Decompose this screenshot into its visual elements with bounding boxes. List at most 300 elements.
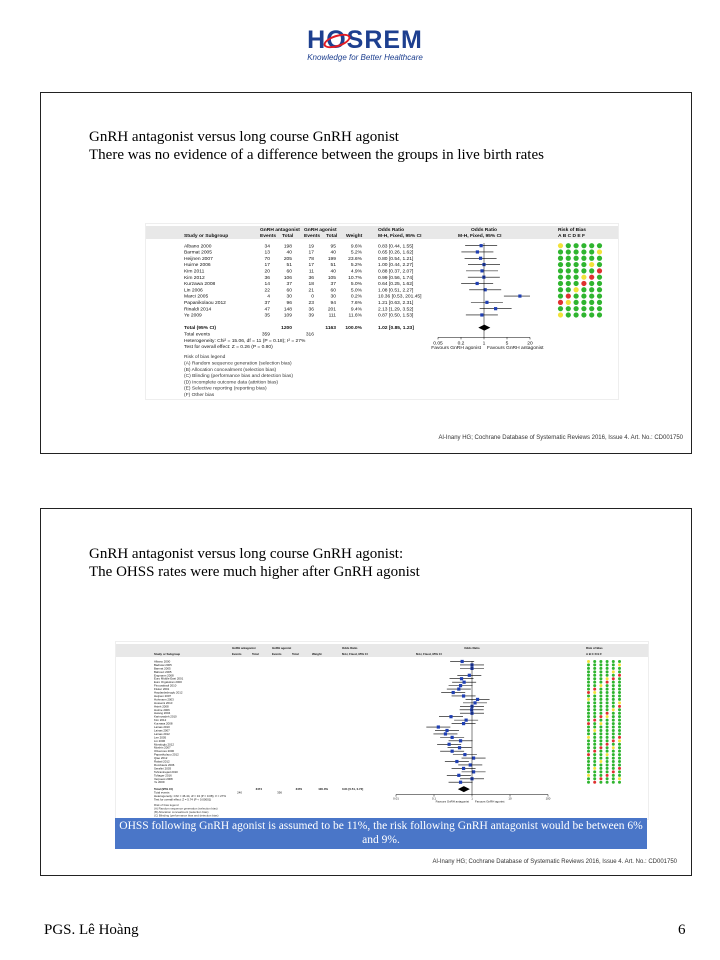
events-antagonist: 14 <box>264 282 270 288</box>
risk-of-bias-dot <box>618 701 621 704</box>
study-name: Rabati 2012 <box>154 759 170 764</box>
risk-of-bias-dot <box>612 712 615 715</box>
risk-of-bias-dot <box>618 743 621 746</box>
risk-of-bias-dot <box>597 268 602 273</box>
risk-of-bias-dot <box>618 763 621 766</box>
risk-of-bias-dot <box>589 293 594 298</box>
risk-of-bias-dot <box>599 719 602 722</box>
risk-of-bias-dot <box>593 677 596 680</box>
risk-of-bias-dot <box>558 312 563 317</box>
total-antagonist: 205 <box>283 256 292 262</box>
risk-of-bias-dot <box>587 688 590 691</box>
weight: 5.2% <box>350 250 362 256</box>
risk-of-bias-dot <box>612 774 615 777</box>
risk-of-bias-dot <box>606 767 609 770</box>
overall-effect-text: Test for overall effect: Z = 5.74 (P < 0.00001) <box>154 797 212 802</box>
risk-of-bias-dot <box>618 757 621 760</box>
risk-of-bias-dot <box>618 667 621 670</box>
risk-of-bias-dot <box>606 743 609 746</box>
study-name: Kim 2012 <box>184 275 205 281</box>
events-antagonist: 37 <box>264 301 270 306</box>
risk-of-bias-dot <box>574 249 579 254</box>
study-name: Kurzawa 2008 <box>154 721 173 726</box>
risk-of-bias-dot <box>593 757 596 760</box>
risk-of-bias-dot <box>566 262 571 267</box>
risk-of-bias-dot <box>618 688 621 691</box>
study-name: Qiao 2012 <box>154 756 168 761</box>
events-agonist: 11 <box>308 269 314 275</box>
study-point <box>472 756 475 759</box>
risk-of-bias-dot <box>606 684 609 687</box>
summary-diamond <box>478 325 490 331</box>
total-events-antagonist: 359 <box>261 332 270 338</box>
legend-item: (A) Random sequence generation (selection bias) <box>184 361 292 367</box>
risk-of-bias-dot <box>606 670 609 673</box>
risk-of-bias-dot <box>618 670 621 673</box>
risk-of-bias-dot <box>599 774 602 777</box>
study-point <box>457 774 460 777</box>
risk-of-bias-dot <box>574 312 579 317</box>
total-label: Total (95% CI) <box>184 326 216 332</box>
risk-of-bias-dot <box>599 763 602 766</box>
slide-thumbnail-live-birth <box>40 92 692 454</box>
study-point <box>463 753 466 756</box>
risk-of-bias-dot <box>593 712 596 715</box>
study-point <box>462 767 465 770</box>
risk-of-bias-dot <box>566 268 571 273</box>
risk-of-bias-dot <box>587 719 590 722</box>
column-header: Total <box>326 234 338 239</box>
total-agonist: 30 <box>330 294 336 300</box>
risk-of-bias-dot <box>618 770 621 773</box>
risk-of-bias-dot <box>618 660 621 663</box>
risk-of-bias-dot <box>566 312 571 317</box>
risk-of-bias-dot <box>599 746 602 749</box>
risk-of-bias-dot <box>587 708 590 711</box>
group-header: Odds Ratio <box>470 228 498 233</box>
risk-of-bias-dot <box>599 705 602 708</box>
risk-of-bias-dot <box>593 708 596 711</box>
risk-of-bias-dot <box>593 684 596 687</box>
risk-of-bias-dot <box>587 712 590 715</box>
risk-of-bias-dot <box>587 677 590 680</box>
risk-of-bias-dot <box>612 739 615 742</box>
study-name: Karimzadeh 2010 <box>154 714 177 719</box>
study-point <box>461 660 464 663</box>
risk-of-bias-dot <box>599 732 602 735</box>
risk-of-bias-dot <box>574 275 579 280</box>
study-name: Lainas 2010 <box>154 725 170 729</box>
risk-of-bias-dot <box>593 722 596 725</box>
risk-of-bias-dot <box>593 767 596 770</box>
favours-left-label: Favours GnRH antagonist <box>435 799 469 804</box>
risk-of-bias-dot <box>612 753 615 756</box>
risk-of-bias-dot <box>606 750 609 753</box>
risk-of-bias-dot <box>612 688 615 691</box>
group-header: GnRH antagonist <box>260 228 300 233</box>
risk-of-bias-dot <box>589 306 594 311</box>
footer-author: PGS. Lê Hoàng <box>44 922 139 938</box>
legend-item: (D) Incomplete outcome data (attrition bias) <box>184 380 279 386</box>
risk-of-bias-dot <box>612 708 615 711</box>
favours-right-label: Favours GnRH antagonist <box>487 346 544 352</box>
study-point <box>468 674 471 677</box>
total-weight: 100.0% <box>318 787 328 792</box>
risk-of-bias-dot <box>593 736 596 739</box>
favours-right-label: Favours GnRH agonist <box>475 799 505 804</box>
total-odds-ratio-ci: 1.02 [0.85, 1.23] <box>378 326 414 332</box>
odds-ratio-ci: 2.13 [1.29, 3.52] <box>378 307 414 313</box>
risk-of-bias-dot <box>612 684 615 687</box>
overall-effect-text: Test for overall effect: Z = 0.26 (P = 0.80) <box>184 345 273 351</box>
study-name: Tehraninejad 2010 <box>154 769 178 774</box>
risk-of-bias-dot <box>618 722 621 725</box>
study-point <box>463 681 466 684</box>
legend-item: (B) Allocation concealment (selection bias) <box>184 367 277 373</box>
column-header: Total <box>252 652 259 656</box>
study-name: Kim 2012 <box>154 718 167 723</box>
risk-of-bias-dot <box>612 770 615 773</box>
risk-of-bias-dot <box>587 781 590 784</box>
study-name: Heijnen 2007 <box>184 256 213 262</box>
risk-of-bias-dot <box>599 739 602 742</box>
events-antagonist: 20 <box>264 269 270 275</box>
study-name: Huirne 2006 <box>184 263 211 269</box>
study-name: Hwang 2004 <box>154 711 171 716</box>
risk-of-bias-dot <box>606 708 609 711</box>
slide-title <box>89 128 544 164</box>
risk-of-bias-dot <box>593 729 596 732</box>
study-name: Moshin 2007 <box>154 745 171 750</box>
total-agonist: 1163 <box>325 326 336 332</box>
events-agonist: 36 <box>308 307 314 313</box>
column-header: Weight <box>312 652 322 656</box>
risk-of-bias-dot <box>612 732 615 735</box>
total-agonist: 40 <box>330 250 336 256</box>
odds-ratio-ci: 0.83 [0.44, 1.55] <box>378 244 414 250</box>
study-name: Kurzawa 2008 <box>184 282 216 288</box>
slide-title-line2: There was no evidence of a difference between the groups in live birth rates <box>89 147 544 163</box>
group-header: Odds Ratio <box>378 228 405 233</box>
risk-of-bias-dot <box>589 262 594 267</box>
risk-of-bias-dot <box>606 722 609 725</box>
risk-of-bias-dot <box>606 698 609 701</box>
study-name: Olivennes 2000 <box>154 749 175 754</box>
risk-of-bias-dot <box>618 708 621 711</box>
total-antagonist: 1200 <box>281 326 292 332</box>
risk-of-bias-dot <box>618 684 621 687</box>
risk-of-bias-dot <box>612 701 615 704</box>
risk-of-bias-dot <box>599 694 602 697</box>
column-header: A B C D E F <box>558 234 585 239</box>
risk-of-bias-dot <box>589 275 594 280</box>
legend-title: Risk of bias legend <box>184 355 226 361</box>
study-name: Barmat 2005 <box>184 250 213 256</box>
study-point <box>451 736 454 739</box>
risk-of-bias-dot <box>599 681 602 684</box>
study-point <box>457 687 460 690</box>
risk-of-bias-dot <box>606 660 609 663</box>
total-events-agonist: 356 <box>277 790 282 795</box>
risk-of-bias-dot <box>589 249 594 254</box>
risk-of-bias-dot <box>612 781 615 784</box>
risk-of-bias-dot <box>618 677 621 680</box>
study-name: Lainas 2012 <box>154 731 170 736</box>
risk-of-bias-dot <box>618 719 621 722</box>
study-point <box>473 701 476 704</box>
risk-of-bias-dot <box>558 256 563 261</box>
risk-of-bias-dot <box>574 293 579 298</box>
risk-of-bias-dot <box>606 712 609 715</box>
risk-of-bias-dot <box>599 722 602 725</box>
risk-of-bias-dot <box>606 757 609 760</box>
x-tick-label: 5 <box>505 341 509 347</box>
risk-of-bias-dot <box>558 293 563 298</box>
risk-of-bias-dot <box>574 300 579 305</box>
risk-of-bias-dot <box>566 300 571 305</box>
risk-of-bias-dot <box>597 306 602 311</box>
study-point <box>480 269 483 272</box>
events-agonist: 36 <box>308 275 314 281</box>
risk-of-bias-dot <box>581 262 586 267</box>
risk-of-bias-dot <box>558 249 563 254</box>
risk-of-bias-dot <box>606 746 609 749</box>
study-point <box>449 715 452 718</box>
study-point <box>476 282 479 285</box>
total-events-antagonist: 240 <box>237 790 242 795</box>
risk-of-bias-dot <box>587 732 590 735</box>
column-header: Study or Subgroup <box>184 234 229 239</box>
risk-of-bias-dot <box>593 770 596 773</box>
risk-of-bias-dot <box>618 739 621 742</box>
x-tick-label: 1 <box>471 796 473 801</box>
total-agonist: 94 <box>330 301 336 306</box>
events-agonist: 17 <box>308 250 314 256</box>
risk-of-bias-dot <box>599 688 602 691</box>
study-name: Heijnen 2007 <box>154 693 172 698</box>
study-point <box>451 750 454 753</box>
column-header: Weight <box>346 234 363 239</box>
risk-of-bias-dot <box>574 287 579 292</box>
study-point <box>462 722 465 725</box>
risk-of-bias-dot <box>593 715 596 718</box>
risk-of-bias-dot <box>593 760 596 763</box>
risk-of-bias-dot <box>558 287 563 292</box>
risk-of-bias-dot <box>593 750 596 753</box>
study-point <box>462 694 465 697</box>
study-name: Euro Orgalutran 2000 <box>154 680 182 685</box>
risk-of-bias-dot <box>587 694 590 697</box>
study-point <box>476 250 479 253</box>
study-point <box>437 725 440 728</box>
risk-of-bias-dot <box>593 705 596 708</box>
column-header: Study or Subgroup <box>154 652 181 656</box>
risk-of-bias-dot <box>597 293 602 298</box>
risk-of-bias-dot <box>597 275 602 280</box>
risk-of-bias-dot <box>599 736 602 739</box>
risk-of-bias-dot <box>566 306 571 311</box>
x-tick-label: 0.01 <box>393 796 399 801</box>
risk-of-bias-dot <box>593 763 596 766</box>
risk-of-bias-dot <box>612 726 615 729</box>
risk-of-bias-dot <box>581 243 586 248</box>
study-name: Barmat 2005 <box>154 666 171 671</box>
study-name: Rombauts 2006 <box>154 762 175 767</box>
risk-of-bias-dot <box>566 243 571 248</box>
group-header: Odds Ratio <box>342 646 358 650</box>
column-header: A B C D E F <box>586 652 602 656</box>
odds-ratio-ci: 0.80 [0.54, 1.21] <box>378 256 414 262</box>
risk-of-bias-dot <box>587 743 590 746</box>
risk-of-bias-dot <box>612 736 615 739</box>
risk-of-bias-dot <box>606 729 609 732</box>
study-name: Papanikolaou 2012 <box>184 301 226 306</box>
group-header: GnRH agonist <box>272 646 292 650</box>
study-name: Verpoest 2008 <box>154 776 173 781</box>
group-header: GnRH antagonist <box>232 646 256 650</box>
risk-of-bias-dot <box>599 767 602 770</box>
total-antagonist: 198 <box>283 244 292 250</box>
study-name: Engmann 2008 <box>154 673 174 678</box>
total-antagonist: 60 <box>286 269 292 275</box>
risk-of-bias-dot <box>593 774 596 777</box>
events-agonist: 19 <box>308 244 314 250</box>
legend-title: Risk of bias legend <box>154 802 179 807</box>
risk-of-bias-dot <box>593 732 596 735</box>
study-name: Lainas 2007 <box>154 728 170 733</box>
risk-of-bias-dot <box>599 701 602 704</box>
total-agonist: 3479 <box>295 787 302 792</box>
total-agonist: 37 <box>330 282 336 288</box>
risk-of-bias-dot <box>599 660 602 663</box>
risk-of-bias-dot <box>587 722 590 725</box>
risk-of-bias-dot <box>612 694 615 697</box>
risk-of-bias-dot <box>593 691 596 694</box>
study-point <box>459 781 462 784</box>
events-antagonist: 35 <box>264 313 270 319</box>
study-name: Lin 2006 <box>154 738 166 743</box>
risk-of-bias-dot <box>593 777 596 780</box>
risk-of-bias-dot <box>593 743 596 746</box>
odds-ratio-ci: 0.88 [0.37, 2.07] <box>378 269 414 275</box>
events-antagonist: 36 <box>264 275 270 281</box>
risk-of-bias-dot <box>574 268 579 273</box>
study-point <box>445 729 448 732</box>
risk-of-bias-dot <box>581 300 586 305</box>
weight: 10.7% <box>348 275 362 281</box>
forest-plot-svg <box>116 642 648 819</box>
risk-of-bias-dot <box>581 268 586 273</box>
study-name: Euro Middle East 2001 <box>154 676 184 681</box>
risk-of-bias-dot <box>606 705 609 708</box>
risk-of-bias-dot <box>566 275 571 280</box>
risk-of-bias-dot <box>558 262 563 267</box>
risk-of-bias-dot <box>606 719 609 722</box>
slide-title-line2: The OHSS rates were much higher after GnRH agonist <box>89 564 420 580</box>
risk-of-bias-dot <box>618 674 621 677</box>
column-header: M-H, Fixed, 95% CI <box>416 652 442 656</box>
risk-of-bias-dot <box>593 739 596 742</box>
risk-of-bias-dot <box>612 698 615 701</box>
risk-of-bias-dot <box>597 243 602 248</box>
risk-of-bias-dot <box>587 701 590 704</box>
events-agonist: 23 <box>308 301 314 306</box>
risk-of-bias-dot <box>606 753 609 756</box>
risk-of-bias-dot <box>618 767 621 770</box>
study-name: Firouzabadi 2010 <box>154 683 177 688</box>
risk-of-bias-dot <box>589 268 594 273</box>
weight: 9.4% <box>350 307 362 313</box>
risk-of-bias-dot <box>606 677 609 680</box>
weight: 5.2% <box>350 263 362 269</box>
events-agonist: 17 <box>308 263 314 269</box>
risk-of-bias-dot <box>587 670 590 673</box>
logo-wordmark: HO SREM <box>307 26 423 54</box>
study-name: Albano 2000 <box>154 659 171 664</box>
x-tick-label: 1 <box>482 341 486 347</box>
risk-of-bias-dot <box>599 698 602 701</box>
risk-of-bias-dot <box>612 667 615 670</box>
total-antagonist: 96 <box>286 301 292 306</box>
study-name: Lee 2005 <box>154 735 167 740</box>
total-antagonist: 37 <box>286 282 292 288</box>
total-agonist: 201 <box>327 307 336 313</box>
odds-ratio-ci: 1.08 [0.51, 2.27] <box>378 288 414 294</box>
risk-of-bias-dot <box>597 281 602 286</box>
risk-of-bias-dot <box>612 681 615 684</box>
hosrem-logo <box>300 26 430 62</box>
risk-of-bias-dot <box>587 729 590 732</box>
risk-of-bias-dot <box>599 753 602 756</box>
study-point <box>485 301 488 304</box>
total-antagonist: 109 <box>283 313 292 319</box>
logo-tagline: Knowledge for Better Healthcare <box>307 53 423 62</box>
risk-of-bias-dot <box>581 275 586 280</box>
risk-of-bias-dot <box>606 694 609 697</box>
risk-of-bias-dot <box>618 726 621 729</box>
risk-of-bias-dot <box>589 312 594 317</box>
risk-of-bias-dot <box>612 677 615 680</box>
risk-of-bias-dot <box>593 663 596 666</box>
risk-of-bias-dot <box>618 777 621 780</box>
citation: Al-Inany HG; Cochrane Database of Systematic Reviews 2016, Issue 4. Art. No.: CD001750 <box>438 435 683 441</box>
risk-of-bias-dot <box>558 306 563 311</box>
risk-of-bias-dot <box>599 760 602 763</box>
risk-of-bias-dot <box>587 726 590 729</box>
risk-of-bias-dot <box>599 729 602 732</box>
risk-of-bias-dot <box>587 746 590 749</box>
weight: 11.6% <box>348 313 362 319</box>
total-weight: 100.0% <box>345 326 362 332</box>
risk-of-bias-dot <box>581 249 586 254</box>
risk-of-bias-dot <box>593 746 596 749</box>
odds-ratio-ci: 1.00 [0.44, 2.27] <box>378 263 414 269</box>
total-antagonist: 106 <box>283 275 292 281</box>
risk-of-bias-dot <box>597 300 602 305</box>
risk-of-bias-dot <box>618 753 621 756</box>
risk-of-bias-dot <box>612 674 615 677</box>
risk-of-bias-dot <box>587 667 590 670</box>
x-tick-label: 100 <box>545 796 551 801</box>
risk-of-bias-dot <box>606 663 609 666</box>
risk-of-bias-dot <box>599 684 602 687</box>
risk-of-bias-dot <box>593 694 596 697</box>
ohss-risk-note: OHSS following GnRH agonist is assumed to be 11%, the risk following GnRH antagonist would be between 6% and 9%. <box>115 818 647 849</box>
risk-of-bias-dot <box>599 781 602 784</box>
forest-plot-ohss <box>115 641 649 820</box>
study-name: Badrawi 2005 <box>154 662 172 667</box>
events-antagonist: 70 <box>264 256 270 262</box>
